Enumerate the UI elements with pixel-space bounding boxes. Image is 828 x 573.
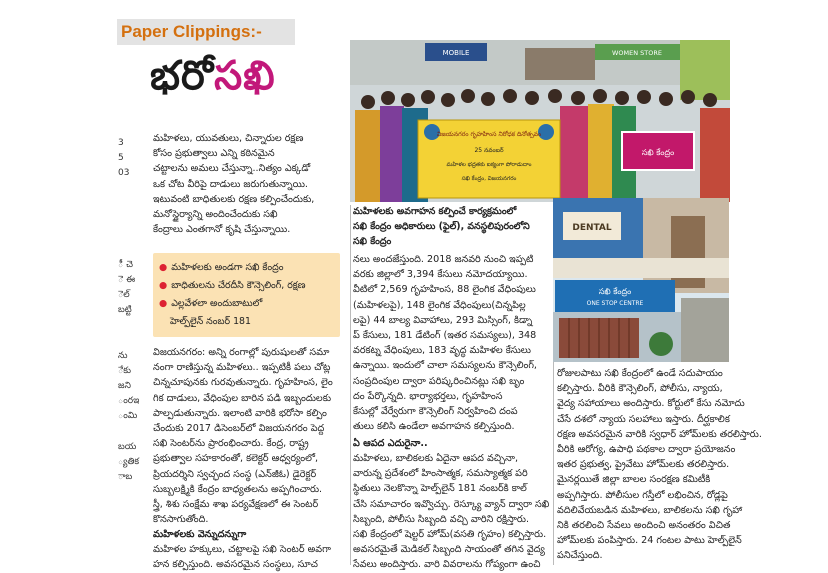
svg-text:సఖి కేంద్రం: సఖి కేంద్రం (641, 148, 675, 157)
col1-body (153, 345, 348, 527)
fragment (118, 242, 146, 257)
text-line: చేందుకు 2017 డిసెంబర్‌లో విజయనగరం పెద్ద (153, 422, 325, 434)
text-line: మహిళల హక్కులు, చట్టాలపై సఖి సెంటర్ అవగా (153, 544, 331, 555)
svg-text:ONE STOP CENTRE: ONE STOP CENTRE (586, 300, 644, 307)
text-line: సేవలు అందిస్తారు. వారి వివరాలను గోప్యంగా ఉంచి (353, 559, 541, 571)
caption-line: సఖి కేంద్రం (353, 236, 392, 248)
column-divider (350, 205, 351, 565)
text-line: రక్షణ అవసరమైన వారికి స్వధార్ హోమ్‌లకు తరలిస్తారు. (557, 428, 762, 440)
text-line: వరకట్న వేధింపులు, 183 వృద్ధ మహిళల కేసులు (353, 345, 531, 357)
text-line: స్థితులు నెలకొన్నా హెల్ప్‌లైన్ 181 నంబర్‌కి కాల్ (353, 483, 527, 495)
fragment (118, 425, 146, 440)
text-line: అప్పగిస్తారు. పోలీసుల గస్తీలో లభించిన, రోడ్లపై (557, 489, 728, 501)
text-line: నికి తరలించి సేవలు అందించి అనంతరం విచిత (557, 519, 731, 531)
text-line: మనోస్థైర్యాన్ని అందించేందుకు సఖి (153, 208, 278, 220)
text-line: సఖి సెంటర్‌ను ప్రారంభించారు. కేంద్ర, రాష్ట్ర (153, 438, 309, 450)
text-line: పనిచేస్తుంది. (557, 550, 603, 562)
text-line: చేసే దశలో న్యాయ సలహాలు ఇస్తారు. దీర్ఘకాలిక (557, 413, 730, 425)
text-line: కల్పిస్తారు. వీరికి కౌన్సెలింగ్, పోలీసు, న్యాయ, (557, 383, 723, 395)
fragment: 5 (118, 153, 124, 164)
text-line: మైనర్లయితే జిల్లా బాలల సంరక్షణ కమిటీకి (557, 474, 711, 486)
fragment: ంమి (118, 411, 138, 422)
text-line: విజయనగరం: అన్ని రంగాల్లో పురుషులతో సమా (153, 347, 330, 358)
bullet-item: ● బాధితులను చేరదీసి కౌన్సెలింగ్, రక్షణ (159, 280, 306, 291)
text-line: లపై) 44 బాల్య వివాహాలు, 293 మిస్సింగ్, కిడ్నా (353, 314, 533, 326)
column-divider (553, 362, 554, 565)
text-line: మహిళలు, యువతులు, చిన్నారుల రక్షణ (153, 133, 304, 144)
col1-intro (153, 131, 348, 237)
text-line: వైద్య సహాయాలు అందిస్తారు. కోర్టులో కేసు నమోదు (557, 398, 745, 410)
text-line: దం పేర్కొన్నది. భార్యాభర్తలు, గృహహింస (353, 390, 503, 402)
text-line: ప్రియదర్శిని స్వచ్ఛంద సంస్థ (ఎన్‌జీఓ) డైరెక్టర్ (153, 468, 317, 480)
fragment: జని (118, 381, 131, 391)
fragment: ెల్ (118, 289, 130, 300)
fragment: బయ (118, 441, 137, 452)
fragment (118, 227, 146, 242)
left-edge-fragments (118, 136, 146, 485)
text-line: తులు కలిసి ఉండేలా అవగాహన కల్పిస్తుంది. (353, 421, 515, 433)
text-line: అవసరమైతే మెడికల్ సిబ్బంది సాయంతో తగిన వైద్య (353, 544, 545, 556)
text-line: సుబ్బలక్ష్మికి కేంద్రం బాధ్యతలను అప్పగించారు. (153, 483, 323, 495)
fragment: ంరఇ (118, 396, 140, 407)
svg-text:సఖి కేంద్రం: సఖి కేంద్రం (598, 287, 632, 296)
text-line: వరకు జిల్లాలో 3,394 కేసులు నమోదయ్యాయి. (353, 269, 528, 281)
text-line: ఇటువంటి బాధితులకు రక్షణ కల్పించేందుకు, (153, 193, 315, 205)
text-line: చిన్నచూపునకు గురవుతున్నారు. గృహహింస, లైం (153, 377, 333, 389)
text-line: హోమ్‌లకు పంపిస్తారు. 24 గంటల పాటు హెల్ప్‌లైన్ (557, 535, 742, 547)
text-line: సఖి కేంద్రంలో షెల్టర్ హోమ్(వసతి గృహం) కల్పిస్తారు. (353, 528, 547, 540)
fragment: ాబ (118, 472, 133, 483)
svg-text:విజయనగరం గృహహింస నిరోధక దినోత్: విజయనగరం గృహహింస నిరోధక దినోత్సవం (436, 131, 542, 138)
group-photo-image (350, 40, 730, 202)
bullet-continuation: హెల్ప్‌లైన్ నంబర్ 181 (170, 316, 251, 327)
fragment: బట్టి (118, 305, 132, 316)
text-line: వారున్న ప్రదేశంలో హింసాత్మక, సమస్యాత్మక పరి (353, 468, 528, 480)
fragment: 03 (118, 168, 130, 179)
text-line: నంగా రాణిస్తున్న మహిళలు.. ఇప్పటికీ పలు చోట్ల (153, 362, 331, 374)
text-line: ప్ కేసులు, 181 డేటింగ్ (ఇతర సమస్యలు), 348 (353, 329, 537, 341)
bullet-icon: ● (159, 280, 168, 291)
text-line: వదిలివేయబడిన మహిళలు, బాలికలను సఖి గృహా (557, 504, 743, 516)
text-line: ఒక చోట వీరిపై దాడులు జరుగుతున్నాయి. (153, 178, 308, 190)
fragment: ేకు (118, 365, 132, 376)
text-line: కోసం ప్రభుత్వాలు ఎన్ని కఠినమైన (153, 148, 275, 160)
text-line: ప్రభుత్వాల సహకారంతో, కలెక్టర్ ఆధ్వర్యంలో, (153, 453, 319, 465)
bullet-item: ● ఎల్లవేళలా అందుబాటులో (159, 298, 263, 309)
svg-text:DENTAL: DENTAL (572, 223, 612, 233)
text-line: గిక దాడులు, వేధింపుల బారిన పడి ఇబ్బందులకు (153, 392, 332, 404)
caption-line: సఖి కేంద్రం అధికారులు (ఫైల్), వనస్థలిపురంలోని (353, 221, 530, 233)
fragment: ను (118, 350, 128, 361)
text-line: ఉన్నాయి. ఇందులో చాలా సమస్యలను కౌన్సెలింగ్, (353, 360, 537, 372)
building-photo (553, 198, 729, 362)
text-line: కొనసాగుతోంది. (153, 514, 209, 526)
fragment (118, 212, 146, 227)
text-line: హన కల్పిస్తుంది. అవసరమైన సంస్థలు, సూచ (153, 559, 318, 571)
fragment (118, 333, 146, 348)
text-line: కేంద్రాలు ఎంతగానో కృషి చేస్తున్నాయి. (153, 224, 291, 236)
fragment: ్యతిక (118, 456, 140, 467)
fragment: ె ఈ (118, 274, 136, 285)
paper-clippings-label: Paper Clippings:- (117, 19, 295, 45)
col2-bottom (353, 451, 550, 573)
text-line: సిబ్బంది, పోలీసు సిబ్బంది వచ్చి వారిని రక్షిస్తారు. (353, 513, 529, 525)
bullet-item: ● మహిళలకు అండగా సఖి కేంద్రం (159, 262, 284, 273)
text-line: కేసుల్లో వేర్వేరుగా కౌన్సెలింగ్ నిర్వహించి దంప (353, 405, 518, 417)
svg-text:మహిళల భద్రతకు ఐక్యంగా పోరాడుదా: మహిళల భద్రతకు ఐక్యంగా పోరాడుదాం (446, 162, 532, 168)
text-line: రోజులపాటు సఖి కేంద్రంలో ఉండే సదుపాయం (557, 368, 723, 379)
svg-text:MOBILE: MOBILE (442, 49, 470, 57)
text-line: మహిళలు, బాలికలకు ఏదైనా ఆపద వచ్చినా, (353, 453, 519, 464)
caption-line: మహిళలకు అవగాహన కల్పించే కార్యక్రమంలో (353, 206, 517, 217)
text-line: చేసి సమాచారం ఇవ్వొచ్చు. రెస్క్యూ వ్యాన్ ద్వారా సఖి (353, 498, 550, 510)
building-photo-image (553, 198, 729, 362)
fragment: 3 (118, 138, 124, 148)
col2-subheading: ఏ ఆపద ఎదురైనా.. (353, 438, 428, 449)
title-part-1: భరో (150, 53, 215, 99)
bullet-icon: ● (159, 298, 168, 309)
highlight-box (153, 253, 340, 337)
fragment (118, 318, 146, 333)
fragment: ీ చె (118, 259, 133, 270)
col1-subheading: మహిళలకు వెన్నుదన్నుగా (153, 529, 247, 540)
col3-body (557, 366, 762, 563)
text-line: చట్టాలను అమలు చేస్తున్నా..నిత్యం ఎక్కడో (153, 163, 311, 175)
text-line: పాల్పడుతున్నారు. ఇలాంటి వారికి భరోసా కల్పిం (153, 407, 327, 419)
photo-caption (353, 204, 553, 250)
text-line: వీటిలో 2,569 గృహహింస, 88 లైంగిక వేధింపులు (353, 284, 536, 296)
text-line: నలు అందజేస్తుంది. 2018 జనవరి నుంచి ఇప్పటి (353, 254, 534, 265)
svg-text:WOMEN STORE: WOMEN STORE (611, 49, 663, 57)
col2-body (353, 252, 550, 434)
article-title (150, 50, 276, 102)
text-line: ఇతర ప్రభుత్వ, ప్రైవేటు హోమ్‌లకు తరలిస్తారు. (557, 459, 730, 471)
svg-text:25 నవంబర్: 25 నవంబర్ (474, 147, 504, 154)
text-line: వీరికి ఆరోగ్య, ఉపాధి పథకాల ద్వారా ప్రయోజనం (557, 443, 736, 455)
fragment (118, 182, 146, 197)
title-part-2: సఖి (214, 53, 276, 99)
text-line: స్త్రీ, శిశు సంక్షేమ శాఖ పర్యవేక్షణలో ఈ సెంటర్ (153, 498, 319, 510)
col1-bottom (153, 542, 348, 572)
text-line: సంప్రదింపుల ద్వారా పరిష్కరించినట్లు సఖి బృం (353, 375, 525, 387)
bullet-icon: ● (159, 262, 168, 273)
fragment (118, 197, 146, 212)
group-photo (350, 40, 730, 202)
svg-text:సఖి కేంద్రం, విజయనగరం: సఖి కేంద్రం, విజయనగరం (461, 176, 517, 182)
text-line: (మహిళలపై), 148 లైంగిక వేధింపులు(చిన్నపిల్ల (353, 299, 526, 311)
